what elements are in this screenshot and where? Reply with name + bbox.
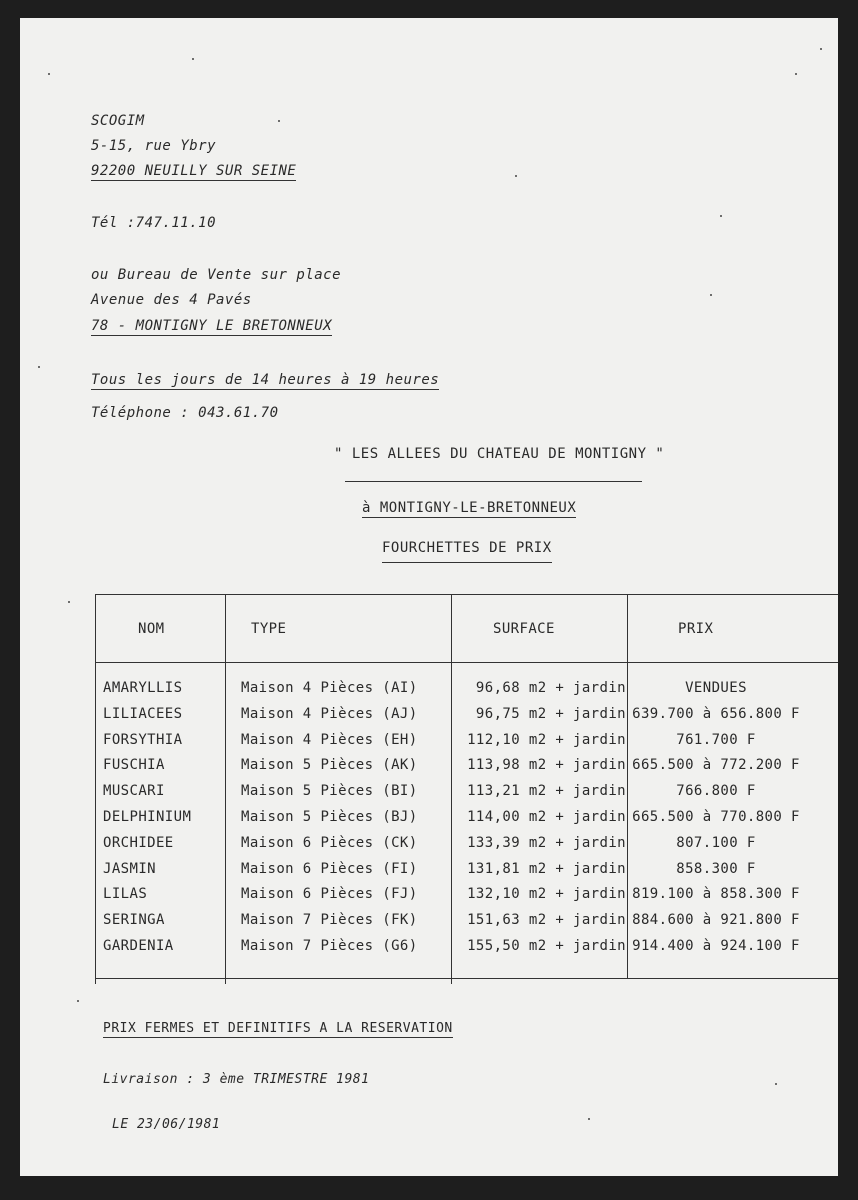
office-phone: Téléphone : 043.61.70 <box>91 405 279 421</box>
company-city: 92200 NEUILLY SUR SEINE <box>91 163 297 179</box>
cell-surface: 155,50 m2 + jardin <box>467 938 626 954</box>
cell-prix: 761.700 F <box>676 732 756 748</box>
document-location: à MONTIGNY-LE-BRETONNEUX <box>362 500 577 516</box>
office-line3: 78 - MONTIGNY LE BRETONNEUX <box>91 318 333 334</box>
header-type: TYPE <box>251 621 287 637</box>
cell-type: Maison 6 Pièces (CK) <box>241 835 418 851</box>
scan-speck <box>720 215 722 217</box>
cell-surface: 96,68 m2 + jardin <box>475 680 626 696</box>
cell-type: Maison 6 Pièces (FI) <box>241 861 418 877</box>
scan-speck <box>68 601 70 603</box>
cell-prix: 884.600 à 921.800 F <box>632 912 800 928</box>
cell-type: Maison 5 Pièces (BI) <box>241 783 418 799</box>
cell-nom: FUSCHIA <box>103 757 165 773</box>
scan-speck <box>795 73 797 75</box>
header-nom: NOM <box>138 621 165 637</box>
cell-type: Maison 7 Pièces (FK) <box>241 912 418 928</box>
header-surface: SURFACE <box>493 621 555 637</box>
table-top-border <box>95 594 838 595</box>
cell-surface: 113,98 m2 + jardin <box>467 757 626 773</box>
company-street: 5-15, rue Ybry <box>91 138 217 154</box>
cell-type: Maison 5 Pièces (AK) <box>241 757 418 773</box>
cell-nom: LILAS <box>103 886 148 902</box>
title-rule <box>345 481 642 482</box>
scan-speck <box>710 294 712 296</box>
scan-speck <box>775 1083 777 1085</box>
cell-nom: LILIACEES <box>103 706 183 722</box>
cell-type: Maison 4 Pièces (AI) <box>241 680 418 696</box>
table-header-border <box>95 662 838 663</box>
company-name: SCOGIM <box>91 113 145 129</box>
cell-prix: 819.100 à 858.300 F <box>632 886 800 902</box>
cell-type: Maison 6 Pièces (FJ) <box>241 886 418 902</box>
cell-surface: 131,81 m2 + jardin <box>467 861 626 877</box>
cell-surface: 113,21 m2 + jardin <box>467 783 626 799</box>
office-hours: Tous les jours de 14 heures à 19 heures <box>91 372 440 388</box>
cell-surface: 114,00 m2 + jardin <box>467 809 626 825</box>
cell-nom: ORCHIDEE <box>103 835 174 851</box>
cell-nom: MUSCARI <box>103 783 165 799</box>
table-bottom-border <box>95 978 838 979</box>
cell-surface: 96,75 m2 + jardin <box>475 706 626 722</box>
table-col-line <box>225 594 226 984</box>
cell-surface: 151,63 m2 + jardin <box>467 912 626 928</box>
header-prix: PRIX <box>678 621 714 637</box>
cell-type: Maison 7 Pièces (G6) <box>241 938 418 954</box>
cell-nom: SERINGA <box>103 912 165 928</box>
cell-prix: 858.300 F <box>676 861 756 877</box>
scan-speck <box>515 175 517 177</box>
document-page <box>20 18 838 1176</box>
cell-surface: 132,10 m2 + jardin <box>467 886 626 902</box>
delivery-info: Livraison : 3 ème TRIMESTRE 1981 <box>103 1072 370 1087</box>
scan-speck <box>278 120 280 122</box>
cell-nom: GARDENIA <box>103 938 174 954</box>
document-subtitle: FOURCHETTES DE PRIX <box>382 540 552 563</box>
price-conditions: PRIX FERMES ET DEFINITIFS A LA RESERVATION <box>103 1021 453 1036</box>
office-line1: ou Bureau de Vente sur place <box>91 267 342 283</box>
cell-nom: DELPHINIUM <box>103 809 192 825</box>
cell-prix: 766.800 F <box>676 783 756 799</box>
cell-type: Maison 4 Pièces (EH) <box>241 732 418 748</box>
cell-surface: 112,10 m2 + jardin <box>467 732 626 748</box>
scan-speck <box>588 1118 590 1120</box>
cell-nom: JASMIN <box>103 861 156 877</box>
scan-speck <box>38 366 40 368</box>
cell-type: Maison 4 Pièces (AJ) <box>241 706 418 722</box>
cell-prix: 665.500 à 770.800 F <box>632 809 800 825</box>
cell-prix: 807.100 F <box>676 835 756 851</box>
scan-speck <box>192 58 194 60</box>
cell-nom: FORSYTHIA <box>103 732 183 748</box>
scan-speck <box>77 1000 79 1002</box>
scan-speck <box>48 73 50 75</box>
company-tel: Tél :747.11.10 <box>91 215 217 231</box>
scan-speck <box>820 48 822 50</box>
cell-surface: 133,39 m2 + jardin <box>467 835 626 851</box>
cell-prix: VENDUES <box>685 680 747 696</box>
table-col-line <box>627 594 628 978</box>
document-date: LE 23/06/1981 <box>112 1117 221 1132</box>
cell-nom: AMARYLLIS <box>103 680 183 696</box>
cell-type: Maison 5 Pièces (BJ) <box>241 809 418 825</box>
office-line2: Avenue des 4 Pavés <box>91 292 252 308</box>
cell-prix: 914.400 à 924.100 F <box>632 938 800 954</box>
table-col-line <box>95 594 96 984</box>
document-title: " LES ALLEES DU CHATEAU DE MONTIGNY " <box>334 446 665 462</box>
cell-prix: 639.700 à 656.800 F <box>632 706 800 722</box>
cell-prix: 665.500 à 772.200 F <box>632 757 800 773</box>
